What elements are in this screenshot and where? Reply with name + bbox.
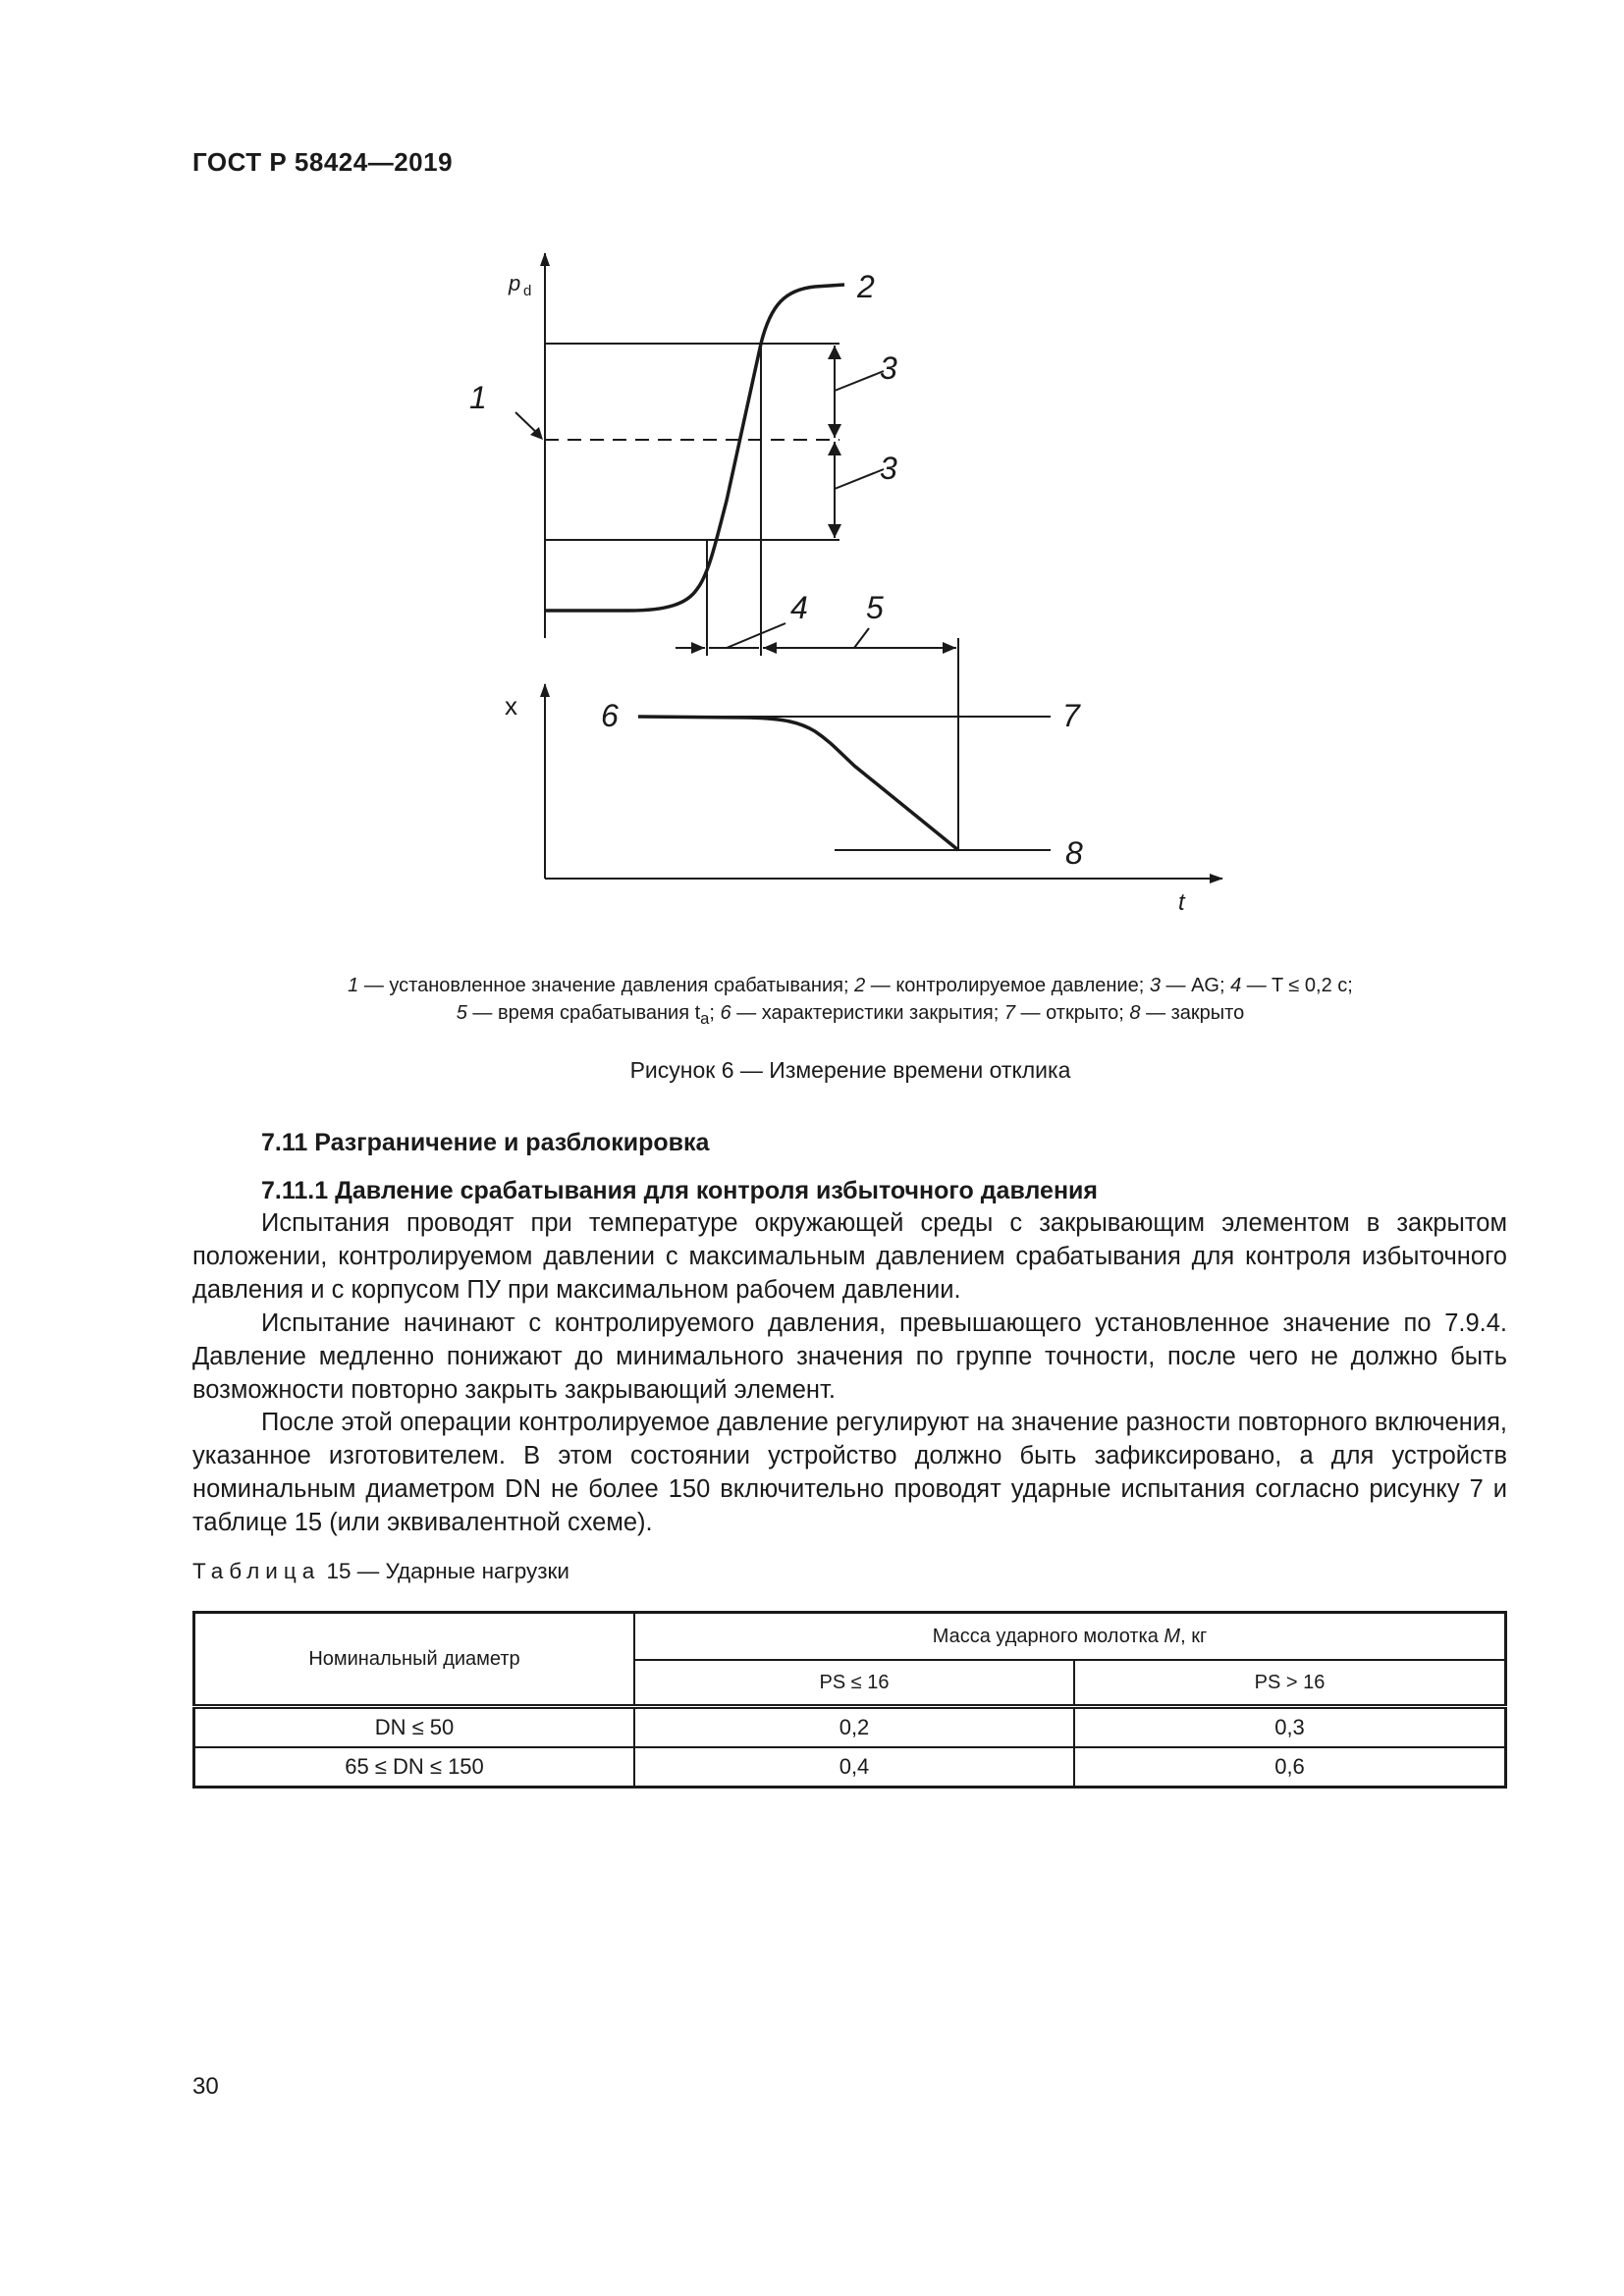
controlled-pressure-curve bbox=[545, 285, 844, 611]
figure-legend-line-2: 5 — время срабатывания $t_a$; 6 — характеристики закрытия; 7 — открыто; 8 — закрыто bbox=[456, 1002, 1245, 1028]
callout-5: 5 bbox=[866, 590, 884, 625]
subheader-ps-le-16: PS ≤ 16 bbox=[634, 1660, 1074, 1707]
subheader-ps-gt-16: PS > 16 bbox=[1074, 1660, 1506, 1707]
callout-1: 1 bbox=[469, 380, 487, 415]
callout-7: 7 bbox=[1062, 698, 1080, 733]
cell-mass-ps-gt-16: 0,6 bbox=[1074, 1747, 1506, 1788]
document-header: ГОСТ Р 58424—2019 bbox=[192, 147, 454, 177]
callout-4: 4 bbox=[790, 590, 808, 625]
closing-characteristic-curve bbox=[638, 717, 958, 850]
table-row bbox=[194, 1707, 1506, 1748]
impact-load-table bbox=[192, 1611, 1507, 1789]
axis-label-pd-subscript: d bbox=[523, 283, 532, 299]
callout-2: 2 bbox=[857, 269, 875, 304]
cell-dn: DN ≤ 50 bbox=[194, 1707, 635, 1748]
figure-caption: Рисунок 6 — Измерение времени отклика bbox=[629, 1057, 1071, 1083]
paragraph-1: Испытания проводят при температуре окружающей среды с закрывающим элементом в закрытом положении, контролируемом давлении с максимальным давлением срабатывания для контроля избыточного давления и с корпусом ПУ при максимальном рабочем давлении. bbox=[192, 1209, 1507, 1304]
header-hammer-mass: Масса ударного молотка M, кг bbox=[634, 1613, 1506, 1661]
axis-label-pd: p bbox=[509, 271, 521, 295]
figure-legend-line-1: 1 — установленное значение давления срабатывания; 2 — контролируемое давление; 3 — AG; 4 — T ≤ 0,2 с; bbox=[348, 975, 1353, 996]
cell-mass-ps-le-16: 0,2 bbox=[634, 1707, 1074, 1748]
section-heading-7-11-1: 7.11.1 Давление срабатывания для контроля избыточного давления bbox=[261, 1177, 1099, 1204]
table-caption: Таблица 15 — Ударные нагрузки bbox=[192, 1559, 569, 1583]
paragraph-3: После этой операции контролируемое давление регулируют на значение разности повторного включения, указанное изготовителем. В этом состоянии устройство должно быть зафиксировано, а для устройств номинальным диаметром DN не более 150 включительно проводят ударные испытания согласно рисунку 7 и таблице 15 (или эквивалентной схеме). bbox=[192, 1409, 1507, 1536]
cell-dn: 65 ≤ DN ≤ 150 bbox=[194, 1747, 635, 1788]
axis-label-t: t bbox=[1178, 889, 1185, 916]
response-time-figure bbox=[0, 0, 1624, 982]
callout-6: 6 bbox=[601, 698, 619, 733]
cell-mass-ps-gt-16: 0,3 bbox=[1074, 1707, 1506, 1748]
section-heading-7-11: 7.11 Разграничение и разблокировка bbox=[261, 1129, 710, 1156]
callout-8: 8 bbox=[1065, 835, 1083, 871]
cell-mass-ps-le-16: 0,4 bbox=[634, 1747, 1074, 1788]
callout-3-lower: 3 bbox=[880, 451, 897, 486]
page-number: 30 bbox=[192, 2073, 219, 2100]
paragraph-2: Испытание начинают с контролируемого давления, превышающего установленное значение по 7.9.4. Давление медленно понижают до минимального значения по группе точности, после чего не должно быть возможности повторно закрыть закрывающий элемент. bbox=[192, 1309, 1507, 1404]
axis-label-x: x bbox=[505, 691, 517, 721]
header-nominal-diameter: Номинальный диаметр bbox=[194, 1613, 635, 1707]
table-row bbox=[194, 1747, 1506, 1788]
callout-3-upper: 3 bbox=[880, 350, 897, 386]
